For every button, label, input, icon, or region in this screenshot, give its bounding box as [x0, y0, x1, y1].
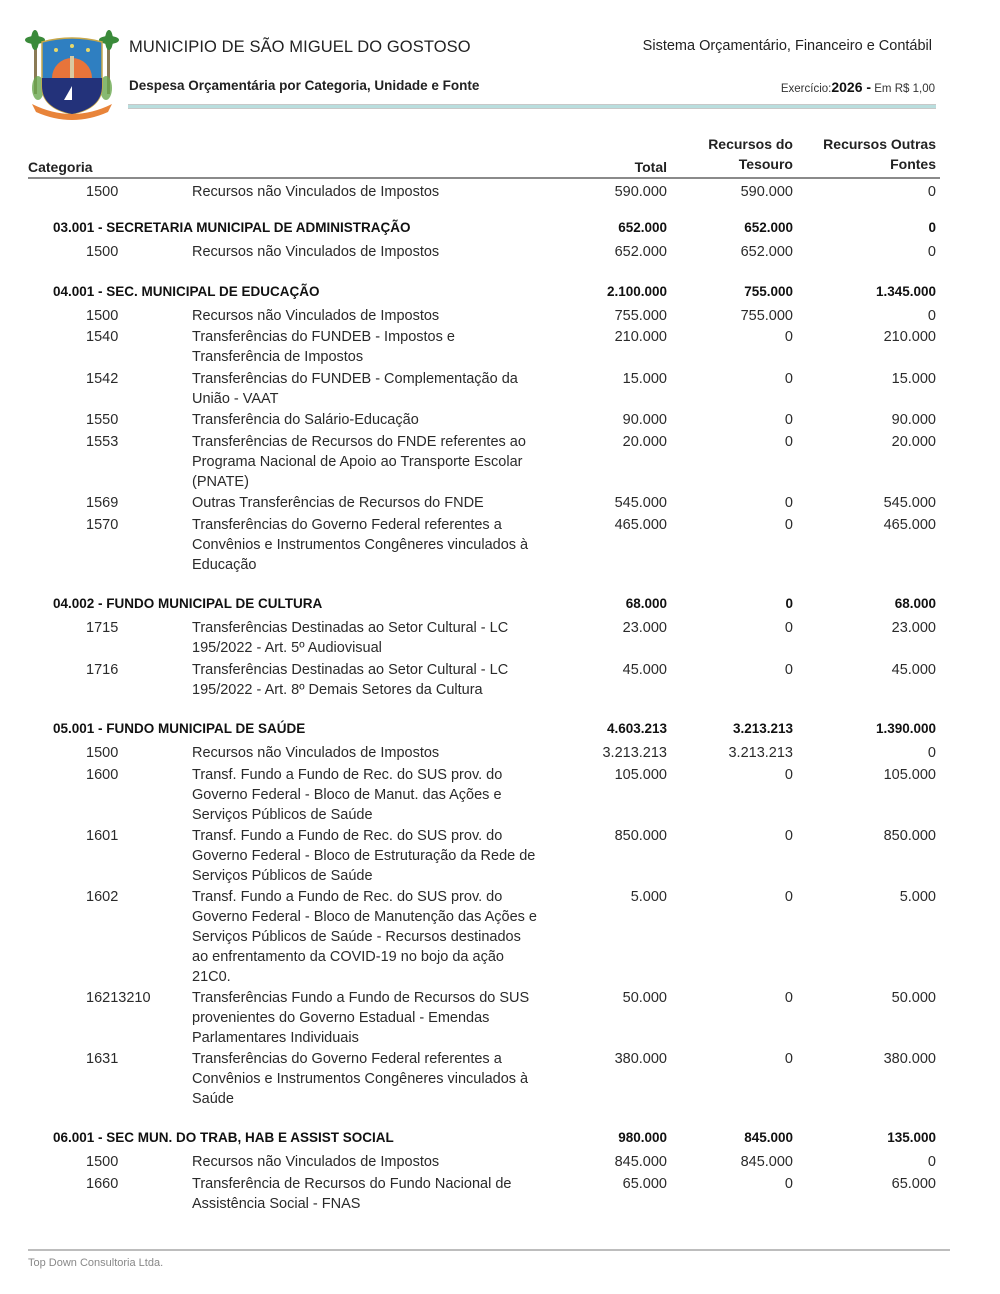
tesouro-value: 0: [784, 1176, 793, 1192]
source-description: Recursos não Vinculados de Impostos: [192, 745, 440, 761]
group-total: 980.000: [618, 1130, 667, 1145]
outras-value: 210.000: [883, 329, 936, 345]
source-code: 1600: [86, 767, 119, 783]
source-code: 16213210: [86, 990, 151, 1006]
tesouro-value: 0: [784, 434, 793, 450]
total-value: 65.000: [622, 1176, 667, 1192]
tesouro-value: 0: [784, 1051, 793, 1067]
municipal-coat-of-arms-icon: [24, 28, 120, 120]
outras-value: 20.000: [891, 434, 936, 450]
exercise-label: Exercício:: [780, 83, 832, 95]
outras-value: 65.000: [891, 1176, 936, 1192]
exercise-info: [781, 79, 935, 95]
group-tesouro: 0: [785, 596, 793, 611]
tesouro-value: 0: [784, 662, 793, 678]
table-row: [0, 432, 1000, 493]
source-code: 1569: [86, 495, 119, 511]
table-row: [0, 306, 1000, 327]
tesouro-value: 0: [784, 329, 793, 345]
outras-value: 50.000: [891, 990, 936, 1006]
group-tesouro: 3.213.213: [732, 721, 793, 736]
total-value: 590.000: [614, 184, 667, 200]
source-code: 1500: [86, 745, 119, 761]
outras-value: 380.000: [883, 1051, 936, 1067]
total-value: 652.000: [614, 244, 667, 260]
tesouro-value: 0: [784, 767, 793, 783]
source-code: 1553: [86, 434, 119, 450]
exercise-year: 2026 -: [831, 79, 872, 95]
group-name: 05.001 - FUNDO MUNICIPAL DE SAÚDE: [53, 721, 306, 736]
total-value: 45.000: [622, 662, 667, 678]
group-tesouro: 652.000: [744, 220, 793, 235]
total-value: 545.000: [614, 495, 667, 511]
group-total: 2.100.000: [606, 284, 667, 299]
total-value: 210.000: [614, 329, 667, 345]
total-value: 23.000: [622, 620, 667, 636]
total-value: 465.000: [614, 517, 667, 533]
currency-unit: Em R$ 1,00: [874, 83, 935, 95]
table-row: [0, 242, 1000, 282]
source-description: Transferências Destinadas ao Setor Cultural - LC 195/2022 - Art. 5º Audiovisual: [192, 620, 509, 656]
group-outras: 135.000: [887, 1130, 936, 1145]
table-row: [0, 765, 1000, 826]
total-value: 850.000: [614, 828, 667, 844]
table-row: [0, 618, 1000, 660]
tesouro-value: 0: [784, 371, 793, 387]
outras-value: 90.000: [891, 412, 936, 428]
table-row: [0, 410, 1000, 432]
column-header-tesouro-line2: Tesouro: [738, 156, 793, 172]
source-code: 1500: [86, 308, 119, 324]
column-header-outras-line1: Recursos Outras: [823, 136, 936, 152]
source-description: Transferências de Recursos do FNDE referentes ao Programa Nacional de Apoio ao Transporte Escolar (PNATE): [192, 434, 526, 490]
group-row: [0, 218, 1000, 242]
source-description: Recursos não Vinculados de Impostos: [192, 308, 440, 324]
group-total: 652.000: [618, 220, 667, 235]
group-total: 4.603.213: [606, 721, 667, 736]
source-code: 1500: [86, 244, 119, 260]
group-name: 04.002 - FUNDO MUNICIPAL DE CULTURA: [53, 596, 323, 611]
source-description: Outras Transferências de Recursos do FNDE: [192, 495, 484, 511]
header-divider: [128, 104, 936, 109]
table-body: [0, 180, 1000, 1216]
group-outras: 1.345.000: [875, 284, 936, 299]
footer-divider: [28, 1249, 950, 1251]
source-code: 1602: [86, 889, 119, 905]
column-header-total: Total: [634, 159, 667, 175]
group-outras: 0: [928, 220, 936, 235]
source-code: 1542: [86, 371, 119, 387]
organization-title: MUNICIPIO DE SÃO MIGUEL DO GOSTOSO: [129, 38, 471, 56]
total-value: 380.000: [614, 1051, 667, 1067]
outras-value: 23.000: [891, 620, 936, 636]
group-row: [0, 719, 1000, 743]
outras-value: 0: [927, 745, 936, 761]
group-total: 68.000: [625, 596, 667, 611]
source-description: Transferências do Governo Federal referentes a Convênios e Instrumentos Congêneres vinculados à Saúde: [192, 1051, 529, 1107]
tesouro-value: 0: [784, 828, 793, 844]
source-code: 1715: [86, 620, 119, 636]
source-code: 1601: [86, 828, 119, 844]
source-code: 1540: [86, 329, 119, 345]
source-description: Transferência de Recursos do Fundo Nacional de Assistência Social - FNAS: [192, 1176, 512, 1212]
total-value: 845.000: [614, 1154, 667, 1170]
outras-value: 850.000: [883, 828, 936, 844]
table-row: [0, 660, 1000, 719]
outras-value: 0: [927, 308, 936, 324]
source-description: Transf. Fundo a Fundo de Rec. do SUS prov. do Governo Federal - Bloco de Manut. das Ações e Serviços Públicos de Saúde: [192, 767, 503, 823]
total-value: 105.000: [614, 767, 667, 783]
tesouro-value: 0: [784, 990, 793, 1006]
source-description: Transferências do FUNDEB - Impostos e Transferência de Impostos: [192, 329, 455, 365]
total-value: 90.000: [622, 412, 667, 428]
source-code: 1500: [86, 1154, 119, 1170]
table-row: [0, 1174, 1000, 1216]
report-title: Despesa Orçamentária por Categoria, Unidade e Fonte: [129, 78, 480, 93]
source-description: Transferência do Salário-Educação: [192, 412, 419, 428]
table-header-divider: [28, 177, 940, 179]
tesouro-value: 652.000: [740, 244, 793, 260]
total-value: 755.000: [614, 308, 667, 324]
total-value: 5.000: [630, 889, 667, 905]
group-row: [0, 594, 1000, 618]
system-title: Sistema Orçamentário, Financeiro e Contábil: [642, 38, 932, 54]
table-row: [0, 493, 1000, 515]
table-row: [0, 743, 1000, 765]
total-value: 15.000: [622, 371, 667, 387]
group-tesouro: 755.000: [744, 284, 793, 299]
table-row: [0, 826, 1000, 887]
source-description: Recursos não Vinculados de Impostos: [192, 1154, 440, 1170]
table-row: [0, 1152, 1000, 1174]
outras-value: 15.000: [891, 371, 936, 387]
source-code: 1660: [86, 1176, 119, 1192]
tesouro-value: 590.000: [740, 184, 793, 200]
column-header-categoria: Categoria: [28, 159, 93, 175]
source-description: Transf. Fundo a Fundo de Rec. do SUS prov. do Governo Federal - Bloco de Manutenção das Ações e Serviços Públicos de Saúde - Recursos destinados ao enfrentamento da COVID-19 no bojo da ação 21C0.: [192, 889, 537, 985]
column-header-outras-line2: Fontes: [890, 156, 936, 172]
table-row: [0, 182, 1000, 220]
tesouro-value: 755.000: [740, 308, 793, 324]
column-header-outras-fontes: [823, 134, 936, 174]
source-description: Recursos não Vinculados de Impostos: [192, 244, 440, 260]
total-value: 20.000: [622, 434, 667, 450]
source-code: 1550: [86, 412, 119, 428]
total-value: 3.213.213: [602, 745, 667, 761]
table-row: [0, 988, 1000, 1049]
group-name: 06.001 - SEC MUN. DO TRAB, HAB E ASSIST SOCIAL: [53, 1130, 394, 1145]
footer-company: Top Down Consultoria Ltda.: [28, 1257, 164, 1269]
source-description: Transferências do Governo Federal referentes a Convênios e Instrumentos Congêneres vinculados à Educação: [192, 517, 529, 573]
group-row: [0, 1128, 1000, 1152]
tesouro-value: 845.000: [740, 1154, 793, 1170]
table-row: [0, 887, 1000, 988]
column-header-tesouro-line1: Recursos do: [708, 136, 793, 152]
outras-value: 45.000: [891, 662, 936, 678]
source-code: 1500: [86, 184, 119, 200]
group-outras: 1.390.000: [875, 721, 936, 736]
tesouro-value: 0: [784, 517, 793, 533]
outras-value: 545.000: [883, 495, 936, 511]
source-description: Transferências Destinadas ao Setor Cultural - LC 195/2022 - Art. 8º Demais Setores da Cultura: [192, 662, 509, 698]
group-row: [0, 282, 1000, 306]
source-description: Transferências Fundo a Fundo de Recursos do SUS provenientes do Governo Estadual - Emendas Parlamentares Individuais: [192, 990, 530, 1046]
outras-value: 105.000: [883, 767, 936, 783]
source-description: Transferências do FUNDEB - Complementação da União - VAAT: [192, 371, 518, 407]
source-code: 1631: [86, 1051, 119, 1067]
source-code: 1570: [86, 517, 119, 533]
source-description: Recursos não Vinculados de Impostos: [192, 184, 440, 200]
outras-value: 465.000: [883, 517, 936, 533]
source-description: Transf. Fundo a Fundo de Rec. do SUS prov. do Governo Federal - Bloco de Estruturação da Rede de Serviços Públicos de Saúde: [192, 828, 536, 884]
outras-value: 0: [927, 244, 936, 260]
group-tesouro: 845.000: [744, 1130, 793, 1145]
tesouro-value: 0: [784, 620, 793, 636]
tesouro-value: 0: [784, 412, 793, 428]
tesouro-value: 3.213.213: [728, 745, 793, 761]
group-name: 04.001 - SEC. MUNICIPAL DE EDUCAÇÃO: [53, 284, 320, 299]
outras-value: 5.000: [899, 889, 936, 905]
group-outras: 68.000: [894, 596, 936, 611]
table-row: [0, 515, 1000, 594]
table-row: [0, 1049, 1000, 1128]
tesouro-value: 0: [784, 495, 793, 511]
group-name: 03.001 - SECRETARIA MUNICIPAL DE ADMINISTRAÇÃO: [53, 220, 411, 235]
source-code: 1716: [86, 662, 119, 678]
total-value: 50.000: [622, 990, 667, 1006]
tesouro-value: 0: [784, 889, 793, 905]
table-row: [0, 327, 1000, 369]
column-header-tesouro: [708, 134, 793, 174]
outras-value: 0: [927, 184, 936, 200]
table-row: [0, 369, 1000, 410]
outras-value: 0: [927, 1154, 936, 1170]
